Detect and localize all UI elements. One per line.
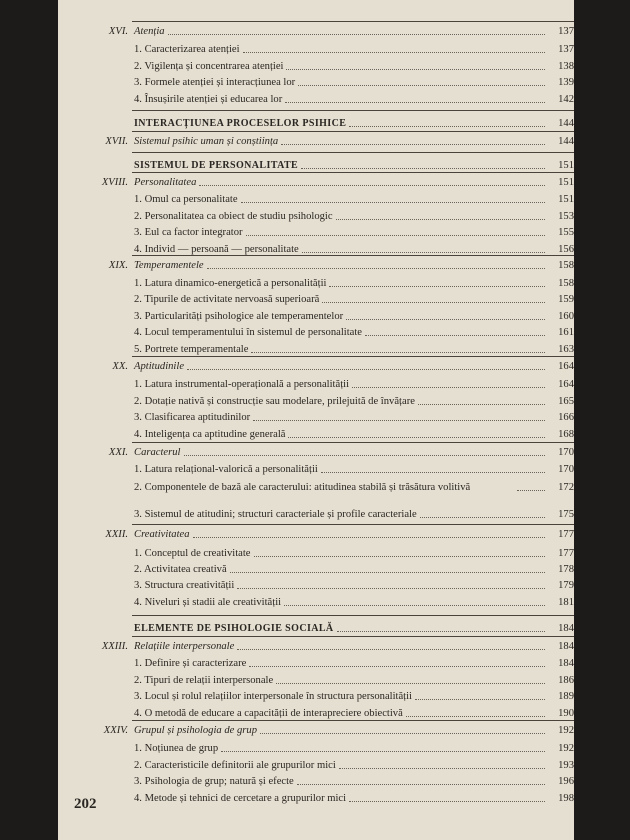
toc-entry-page: 186 (558, 675, 574, 686)
toc-entry-sub (58, 776, 574, 788)
chapter-number: XXIV. (103, 725, 128, 736)
dot-leader (243, 52, 545, 53)
dot-leader (288, 437, 545, 438)
toc-entry-title: 4. Însușirile atenției și educarea lor (134, 94, 283, 105)
toc-entry-sub (58, 481, 574, 494)
toc-entry-sub (58, 194, 574, 206)
toc-entry-title: Sistemul psihic uman și conștiința (134, 136, 279, 147)
toc-entry-page: 166 (558, 412, 574, 423)
toc-entry-title: 3. Formele atenției și interacțiunea lor (134, 77, 296, 88)
toc-entry-page: 156 (558, 244, 574, 255)
toc-entry-chapter (58, 136, 574, 148)
chapter-rule (132, 636, 574, 637)
chapter-number: XVII. (105, 136, 128, 147)
toc-entry-sub (58, 94, 574, 106)
dot-leader (418, 404, 545, 405)
dot-leader (302, 252, 545, 253)
toc-entry-title: 2. Activitatea creativă (134, 564, 227, 575)
toc-entry-title: ELEMENTE DE PSIHOLOGIE SOCIALĂ (134, 623, 334, 634)
toc-entry-title: 3. Locul și rolul relațiilor interpersonale în structura personalității (134, 691, 413, 702)
toc-entry-title: 1. Omul ca personalitate (134, 194, 238, 205)
toc-entry-page: 175 (558, 509, 574, 520)
dot-leader (297, 784, 545, 785)
section-rule (132, 615, 574, 616)
toc-entry-sub (58, 412, 574, 424)
toc-entry-title: 1. Latura relațional-valorică a personalității (134, 464, 318, 475)
toc-entry-sub (58, 211, 574, 223)
dot-leader (406, 716, 545, 717)
toc-entry-sub (58, 675, 574, 687)
toc-entry-title: 3. Eul ca factor integrator (134, 227, 243, 238)
dot-leader (517, 490, 545, 491)
dot-leader (286, 69, 545, 70)
toc-entry-page: 170 (558, 447, 574, 458)
dot-leader (415, 699, 545, 700)
section-rule (132, 110, 574, 111)
toc-entry-page: 190 (558, 708, 574, 719)
toc-entry-page: 137 (558, 44, 574, 55)
toc-entry-title: Temperamentele (134, 260, 204, 271)
toc-entry-title: 2. Tipuri de relații interpersonale (134, 675, 274, 686)
toc-entry-sub (58, 743, 574, 755)
toc-entry-page: 138 (558, 61, 574, 72)
chapter-number: XVIII. (101, 177, 128, 188)
toc-entry-title: 4. Locul temperamentului în sistemul de personalitate (134, 327, 362, 338)
toc-entry-page: 198 (558, 793, 574, 804)
toc-entry-sub (58, 327, 574, 339)
toc-entry-chapter (58, 26, 574, 38)
dot-leader (284, 605, 545, 606)
dot-leader (249, 666, 545, 667)
toc-entry-page: 172 (558, 482, 574, 493)
dot-leader (346, 319, 545, 320)
toc-entry-title: 2. Personalitatea ca obiect de studiu psihologic (134, 211, 333, 222)
toc-entry-title: 1. Definire și caracterizare (134, 658, 247, 669)
toc-entry-page: 163 (558, 344, 574, 355)
toc-entry-title: 3. Psihologia de grup; natură și efecte (134, 776, 294, 787)
toc-entry-sub (58, 580, 574, 592)
toc-entry-title: 1. Latura instrumental-operațională a personalității (134, 379, 350, 390)
chapter-rule (132, 720, 574, 721)
toc-entry-sub (58, 396, 574, 408)
toc-entry-page: 178 (558, 564, 574, 575)
toc-entry-page: 151 (558, 194, 574, 205)
dot-leader (276, 683, 545, 684)
toc-entry-page: 193 (558, 760, 574, 771)
toc-entry-page: 177 (558, 548, 574, 559)
toc-entry-section (58, 623, 574, 635)
toc-entry-title: 1. Noțiunea de grup (134, 743, 219, 754)
toc-entry-page: 158 (558, 278, 574, 289)
chapter-number: XX. (112, 361, 128, 372)
dot-leader (329, 286, 545, 287)
toc-entry-chapter (58, 529, 574, 541)
toc-entry-page: 160 (558, 311, 574, 322)
dot-leader (349, 126, 545, 127)
dot-leader (301, 168, 545, 169)
dot-leader (336, 219, 545, 220)
dot-leader (251, 352, 545, 353)
toc-entry-title: 3. Clasificarea aptitudinilor (134, 412, 251, 423)
dot-leader (281, 144, 545, 145)
chapter-rule (132, 442, 574, 443)
toc-entry-page: 151 (558, 160, 574, 171)
dot-leader (253, 420, 545, 421)
dot-leader (285, 102, 545, 103)
book-page (58, 0, 574, 840)
toc-entry-sub (58, 77, 574, 89)
toc-entry-title: 2. Vigilența și concentrarea atenției (134, 61, 284, 72)
chapter-rule (132, 21, 574, 22)
toc-entry-page: 184 (558, 623, 574, 634)
dot-leader (193, 537, 545, 538)
dot-leader (254, 556, 546, 557)
toc-entry-page: 164 (558, 361, 574, 372)
dot-leader (184, 455, 546, 456)
toc-entry-page: 137 (558, 26, 574, 37)
dot-leader (322, 302, 545, 303)
toc-entry-sub (58, 44, 574, 56)
toc-entry-page: 142 (558, 94, 574, 105)
toc-entry-page: 192 (558, 743, 574, 754)
toc-entry-chapter (58, 447, 574, 459)
toc-entry-chapter (58, 260, 574, 272)
toc-entry-title: 3. Particularități psihologice ale temperamentelor (134, 311, 344, 322)
dot-leader (168, 34, 545, 35)
chapter-number: XXI. (108, 447, 128, 458)
chapter-number: XXIII. (101, 641, 128, 652)
dot-leader (298, 85, 545, 86)
toc-entry-title: 1. Latura dinamico-energetică a personalității (134, 278, 327, 289)
toc-entry-title: 4. Metode și tehnici de cercetare a grupurilor mici (134, 793, 347, 804)
toc-entry-title: Personalitatea (134, 177, 197, 188)
toc-entry-sub (58, 597, 574, 609)
toc-entry-section (58, 160, 574, 172)
toc-entry-title: 5. Portrete temperamentale (134, 344, 249, 355)
toc-entry-page: 139 (558, 77, 574, 88)
toc-entry-sub (58, 278, 574, 290)
toc-entry-title: 3. Structura creativității (134, 580, 235, 591)
toc-entry-title: 2. Componentele de bază ale caracterului: atitudinea stabilă și trăsătura volitivă (134, 482, 471, 493)
toc-entry-sub (58, 658, 574, 670)
toc-entry-title: 4. Niveluri și stadii ale creativității (134, 597, 282, 608)
dot-leader (237, 649, 545, 650)
toc-entry-page: 161 (558, 327, 574, 338)
toc-entry-page: 144 (558, 136, 574, 147)
toc-entry-title: 2. Tipurile de activitate nervoasă superioară (134, 294, 320, 305)
toc-entry-page: 164 (558, 379, 574, 390)
toc-entry-title: 4. Inteligența ca aptitudine generală (134, 429, 286, 440)
dot-leader (187, 369, 545, 370)
toc-entry-page: 177 (558, 529, 574, 540)
chapter-rule (132, 255, 574, 256)
toc-entry-title: SISTEMUL DE PERSONALITATE (134, 160, 299, 171)
dot-leader (260, 733, 545, 734)
chapter-number: XXII. (105, 529, 128, 540)
toc-entry-page: 196 (558, 776, 574, 787)
toc-entry-page: 184 (558, 641, 574, 652)
chapter-rule (132, 524, 574, 525)
toc-entry-title: 1. Caracterizarea atenției (134, 44, 240, 55)
toc-entry-title: 1. Conceptul de creativitate (134, 548, 251, 559)
toc-entry-sub (58, 61, 574, 73)
dot-leader (207, 268, 545, 269)
toc-entry-sub (58, 564, 574, 576)
toc-entry-chapter (58, 177, 574, 189)
toc-entry-sub (58, 760, 574, 772)
chapter-rule (132, 172, 574, 173)
toc-entry-page: 181 (558, 597, 574, 608)
dot-leader (420, 517, 545, 518)
dot-leader (221, 751, 545, 752)
toc-entry-page: 184 (558, 658, 574, 669)
toc-entry-title: Grupul și psihologia de grup (134, 725, 258, 736)
toc-entry-title: Relațiile interpersonale (134, 641, 235, 652)
toc-entry-title: 4. O metodă de educare a capacității de interapreciere obiectivă (134, 708, 403, 719)
toc-entry-page: 170 (558, 464, 574, 475)
toc-entry-sub (58, 548, 574, 560)
toc-entry-title: 3. Sistemul de atitudini; structuri caracteriale și profile caracteriale (134, 509, 417, 520)
toc-entry-chapter (58, 641, 574, 653)
chapter-rule (132, 356, 574, 357)
dot-leader (246, 235, 545, 236)
toc-entry-title: 2. Caracteristicile definitorii ale grupurilor mici (134, 760, 336, 771)
toc-entry-sub (58, 379, 574, 391)
toc-entry-page: 179 (558, 580, 574, 591)
toc-entry-sub (58, 294, 574, 306)
dot-leader (199, 185, 545, 186)
dot-leader (365, 335, 545, 336)
chapter-rule (132, 131, 574, 132)
toc-entry-page: 144 (558, 118, 574, 129)
toc-entry-page: 189 (558, 691, 574, 702)
toc-entry-page: 151 (558, 177, 574, 188)
toc-entry-sub (58, 509, 574, 521)
toc-entry-title: INTERACȚIUNEA PROCESELOR PSIHICE (134, 118, 347, 129)
chapter-number: XIX. (108, 260, 128, 271)
toc-entry-sub (58, 311, 574, 323)
toc-entry-sub (58, 464, 574, 476)
toc-entry-sub (58, 227, 574, 239)
toc-entry-page: 159 (558, 294, 574, 305)
toc-entry-sub (58, 344, 574, 356)
toc-entry-page: 168 (558, 429, 574, 440)
toc-entry-page: 192 (558, 725, 574, 736)
section-rule (132, 152, 574, 153)
toc-entry-chapter (58, 725, 574, 737)
toc-entry-sub (58, 691, 574, 703)
dot-leader (241, 202, 545, 203)
toc-entry-page: 155 (558, 227, 574, 238)
dot-leader (321, 472, 545, 473)
dot-leader (337, 631, 545, 632)
dot-leader (237, 588, 545, 589)
toc-entry-title: Atenția (134, 26, 165, 37)
dot-leader (230, 572, 545, 573)
toc-entry-title: 4. Individ — persoană — personalitate (134, 244, 299, 255)
dot-leader (349, 801, 545, 802)
toc-entry-sub (58, 708, 574, 720)
dot-leader (339, 768, 545, 769)
toc-entry-page: 153 (558, 211, 574, 222)
toc-entry-title: Creativitatea (134, 529, 190, 540)
page-number: 202 (74, 796, 97, 812)
dot-leader (352, 387, 545, 388)
toc-entry-section (58, 118, 574, 130)
toc-entry-sub (58, 793, 574, 805)
toc-entry-page: 158 (558, 260, 574, 271)
toc-entry-sub (58, 429, 574, 441)
chapter-number: XVI. (108, 26, 128, 37)
toc-entry-chapter (58, 361, 574, 373)
toc-entry-title: 2. Dotație nativă și construcție sau modelare, prilejuită de învățare (134, 396, 415, 407)
toc-entry-title: Aptitudinile (134, 361, 185, 372)
toc-entry-title: Caracterul (134, 447, 181, 458)
toc-entry-page: 165 (558, 396, 574, 407)
